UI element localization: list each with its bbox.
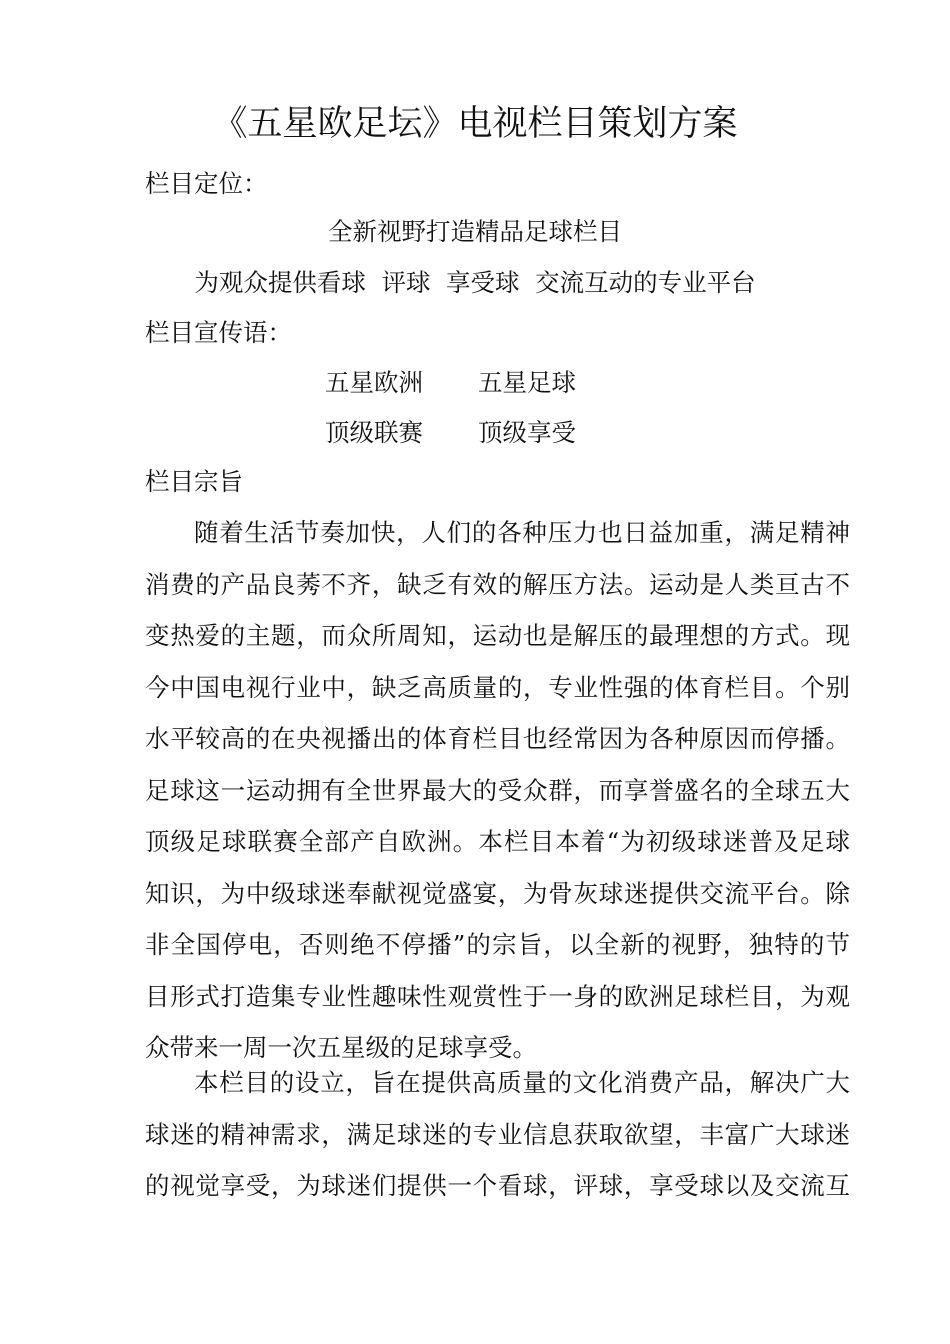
- paragraph-line: 众带来一周一次五星级的足球享受。: [145, 1033, 537, 1062]
- paragraph-line: 本栏目的设立，旨在提供高质量的文化消费产品，解决广大: [194, 1068, 850, 1097]
- purpose-heading: 栏目宗旨: [145, 467, 243, 496]
- slogan-item: 五星欧洲: [325, 368, 423, 397]
- document-title: 《五星欧足坛》电视栏目策划方案: [212, 104, 738, 144]
- paragraph-line: 非全国停电，否则绝不停播”的宗旨，以全新的视野，独特的节: [145, 930, 850, 959]
- paragraph-line: 水平较高的在央视播出的体育栏目也经常因为各种原因而停播。: [145, 724, 850, 753]
- purpose-paragraph-2: [145, 1066, 850, 1221]
- slogan-item: 五星足球: [478, 368, 576, 397]
- paragraph-line: 知识，为中级球迷奉献视觉盛宴，为骨灰球迷提供交流平台。除: [145, 878, 850, 908]
- paragraph-line: 顶级足球联赛全部产自欧洲。本栏目本着“为初级球迷普及足球: [145, 827, 850, 856]
- paragraph-line: 消费的产品良莠不齐，缺乏有效的解压方法。运动是人类亘古不: [145, 569, 850, 599]
- paragraph-line: 随着生活节奏加快，人们的各种压力也日益加重，满足精神: [194, 518, 850, 547]
- paragraph-line: 的视觉享受，为球迷们提供一个看球，评球，享受球以及交流互: [145, 1171, 850, 1200]
- slogan-item: 顶级享受: [478, 418, 576, 447]
- slogan-heading: 栏目宣传语：: [145, 318, 292, 347]
- positioning-heading: 栏目定位：: [145, 169, 268, 198]
- positioning-line-1: 全新视野打造精品足球栏目: [328, 217, 622, 246]
- paragraph-line: 足球这一运动拥有全世界最大的受众群，而享誉盛名的全球五大: [145, 775, 850, 805]
- positioning-line-2: 为观众提供看球 评球 享受球 交流互动的专业平台: [194, 268, 756, 297]
- slogan-item: 顶级联赛: [325, 418, 423, 447]
- paragraph-line: 目形式打造集专业性趣味性观赏性于一身的欧洲足球栏目，为观: [145, 981, 850, 1011]
- paragraph-line: 今中国电视行业中，缺乏高质量的，专业性强的体育栏目。个别: [145, 672, 850, 702]
- paragraph-line: 球迷的精神需求，满足球迷的专业信息获取欲望，丰富广大球迷: [145, 1119, 850, 1149]
- purpose-paragraph-1: [145, 516, 850, 1083]
- paragraph-line: 变热爱的主题，而众所周知，运动也是解压的最理想的方式。现: [145, 621, 850, 650]
